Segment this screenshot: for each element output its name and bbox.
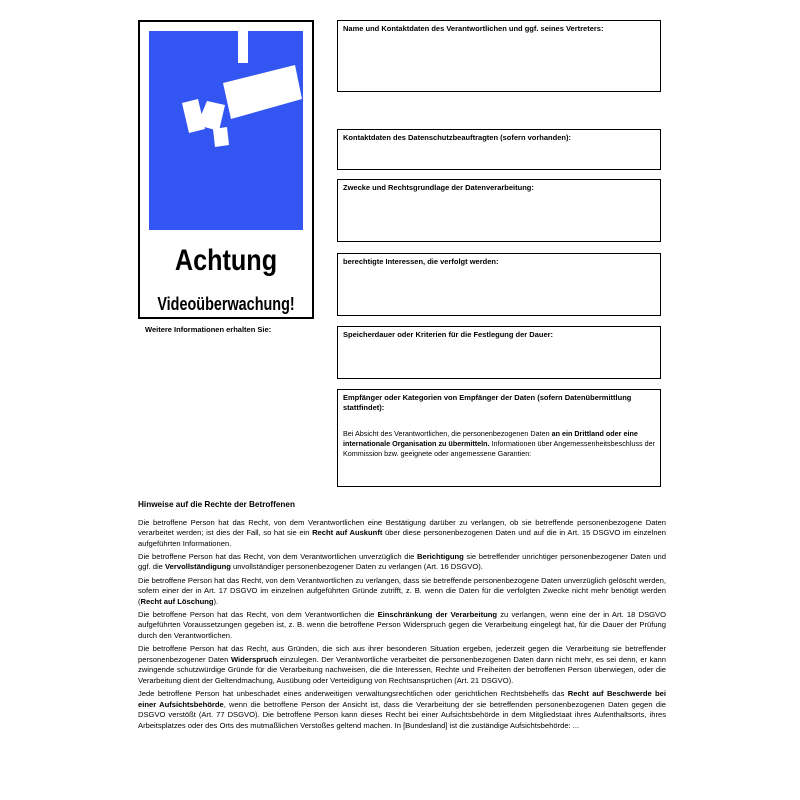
field-dpo-contact[interactable] xyxy=(337,129,661,170)
field-label: Empfänger oder Kategorien von Empfänger der Daten (sofern Datenübermittlung stattfindet): xyxy=(343,393,632,412)
field-label: berechtigte Interessen, die verfolgt werden: xyxy=(343,257,499,266)
field-controller-contact[interactable] xyxy=(337,20,661,92)
further-info-label: Weitere Informationen erhalten Sie: xyxy=(145,325,272,334)
right-to-rectification: Die betroffene Person hat das Recht, von dem Verantwortlichen unverzüglich die Berichtigung sie betreffender unrichtiger personenbezogener Daten und ggf. die Vervollständigung unvollständiger personenbezogener Daten zu verlangen (Art. 16 DSGVO). xyxy=(138,551,666,572)
sign-title: Achtung xyxy=(174,244,278,277)
field-label: Zwecke und Rechtsgrundlage der Datenverarbeitung: xyxy=(343,183,534,192)
right-of-access: Die betroffene Person hat das Recht, von dem Verantwortlichen eine Bestätigung darüber zu verlangen, ob sie betreffende personenbezogene Daten verarbeitet werden; ist dies der Fall, so hat sie ein Recht auf Auskunft über diese personenbezogenen Daten und auf die in Art. 15 DSGVO im einzelnen aufgeführten Informationen. xyxy=(138,517,666,548)
cctv-camera-icon xyxy=(149,31,303,230)
field-label: Speicherdauer oder Kriterien für die Festlegung der Dauer: xyxy=(343,330,554,339)
right-to-erasure: Die betroffene Person hat das Recht, von dem Verantwortlichen zu verlangen, dass sie betreffende personenbezogene Daten unverzüglich gelöscht werden, sofern einer der in Art. 17 DSGVO im einzelnen aufgeführten Gründe zutrifft, z. B. wenn die Daten für die verfolgten Zwecke nicht mehr benötigt werden (Recht auf Löschung). xyxy=(138,575,666,606)
right-to-object: Die betroffene Person hat das Recht, aus Gründen, die sich aus ihrer besonderen Situation ergeben, jederzeit gegen die Verarbeitung sie betreffender personenbezogener Daten Widerspruch einzulegen. Der Verantwortliche verarbeitet die personenbezogenen Daten dann nicht mehr, es sei denn, er kann zwingende schutzwürdige Gründe für die Verarbeitung nachweisen, die die Interessen, Rechte und Freiheiten der betroffenen Person überwiegen, oder die Verarbeitung dient der Geltendmachung, Ausübung oder Verteidigung von Rechtsansprüchen (Art. 21 DSGVO). xyxy=(138,644,666,685)
right-to-complain: Jede betroffene Person hat unbeschadet eines anderweitigen verwaltungsrechtlichen oder gerichtlichen Rechtsbehelfs das Recht auf Beschwerde bei einer Aufsichtsbehörde, wenn die betroffene Person der Ansicht ist, dass die Verarbeitung der sie betreffenden personenbezogenen Daten gegen die DSGVO verstößt (Art. 77 DSGVO). Die betroffene Person kann dieses Recht bei einer Aufsichtsbehörde in dem Mitgliedstaat ihres Aufenthaltsorts, ihres Arbeitsplatzes oder des Orts des mutmaßlichen Verstoßes geltend machen. In [Bundesland] ist die zuständige Aufsichtsbehörde: ... xyxy=(138,689,667,730)
surveillance-sign xyxy=(138,20,314,319)
rights-section xyxy=(138,500,666,734)
field-purposes-legal-basis[interactable] xyxy=(337,179,661,242)
field-recipients[interactable] xyxy=(337,389,661,487)
sign-subtitle: Videoüberwachung! xyxy=(157,294,295,314)
field-storage-duration[interactable] xyxy=(337,326,661,379)
field-label: Kontaktdaten des Datenschutzbeauftragten (sofern vorhanden): xyxy=(343,133,571,142)
rights-heading: Hinweise auf die Rechte der Betroffenen xyxy=(138,500,295,509)
field-label: Name und Kontaktdaten des Verantwortlichen und ggf. seines Vertreters: xyxy=(343,24,604,33)
right-to-restriction: Die betroffene Person hat das Recht, von dem Verantwortlichen die Einschränkung der Verarbeitung zu verlangen, wenn eine der in Art. 18 DSGVO aufgeführten Voraussetzungen gegeben ist, z. B. wenn die betroffene Person Widerspruch gegen die Verarbeitung eingelegt hat, für die Dauer der Prüfung durch den Verantwortlichen. xyxy=(138,609,667,641)
field-recipients-note: Bei Absicht des Verantwortlichen, die personenbezogenen Daten an ein Drittland oder eine internationale Organisation zu übermitteln. Informationen über Angemessenheitsbeschluss der Kommission bzw. geeignete oder angemessene Garantien: xyxy=(343,429,655,458)
field-legitimate-interests[interactable] xyxy=(337,253,661,316)
